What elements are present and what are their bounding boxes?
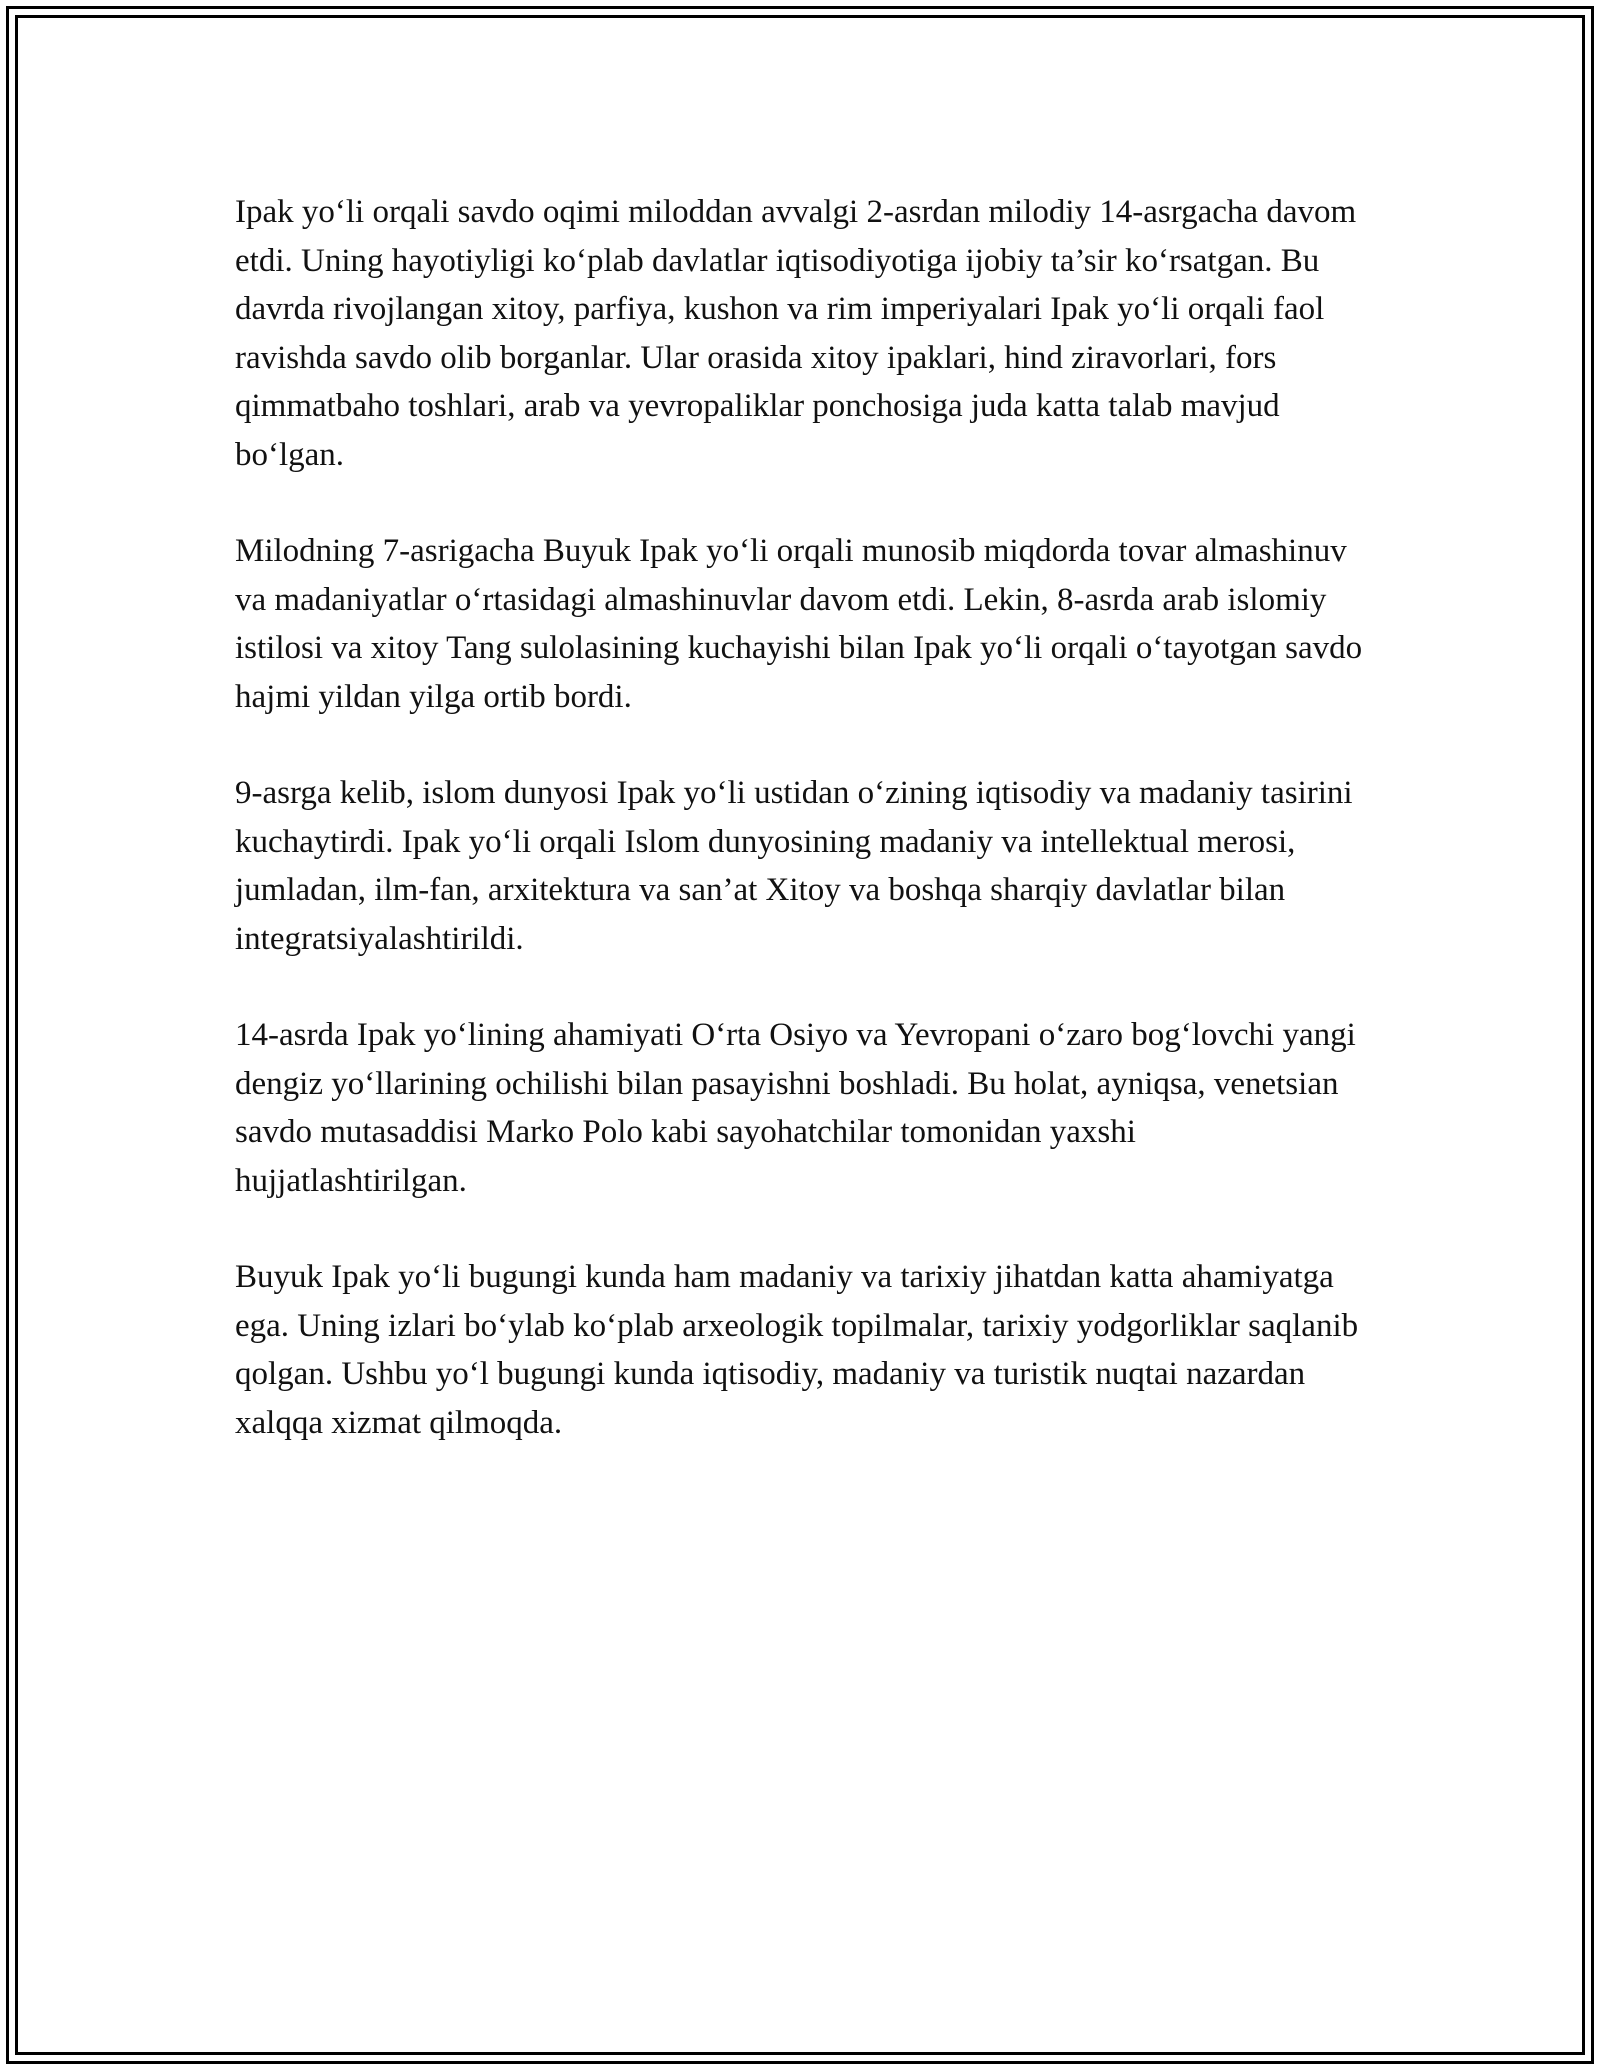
paragraph-2: Milodning 7-asrigacha Buyuk Ipak yo‘li orqali munosib miqdorda tovar almashinuv va madaniyatlar o‘rtasidagi almashinuvlar davom etdi. Lekin, 8-asrda arab islomiy istilosi va xitoy Tang sulolasining kuchayishi bilan Ipak yo‘li orqali o‘tayotgan savdo hajmi yildan yilga ortib bordi. <box>235 533 1363 715</box>
paragraph-4: 14-asrda Ipak yo‘lining ahamiyati O‘rta Osiyo va Yevropani o‘zaro bog‘lovchi yangi dengiz yo‘llarining ochilishi bilan pasayishni boshladi. Bu holat, ayniqsa, venetsian savdo mutasaddisi Marko Polo kabi sayohatchilar tomonidan yaxshi hujjatlashtirilgan. <box>235 1017 1356 1199</box>
document-body <box>235 188 1375 1495</box>
paragraph-1: Ipak yo‘li orqali savdo oqimi miloddan avvalgi 2-asrdan milodiy 14-asrgacha davom etdi. Uning hayotiyligi ko‘plab davlatlar iqtisodiyotiga ijobiy ta’sir ko‘rsatgan. Bu davrda rivojlangan xitoy, parfiya, kushon va rim imperiyalari Ipak yo‘li orqali faol ravishda savdo olib borganlar. Ular orasida xitoy ipaklari, hind ziravorlari, fors qimmatbaho toshlari, arab va yevropaliklar ponchosiga juda katta talab mavjud bo‘lgan. <box>235 194 1357 473</box>
paragraph-5: Buyuk Ipak yo‘li bugungi kunda ham madaniy va tarixiy jihatdan katta ahamiyatga ega. Uning izlari bo‘ylab ko‘plab arxeologik topilmalar, tarixiy yodgorliklar saqlanib qolgan. Ushbu yo‘l bugungi kunda iqtisodiy, madaniy va turistik nuqtai nazardan xalqqa xizmat qilmoqda. <box>235 1259 1359 1441</box>
paragraph-3: 9-asrga kelib, islom dunyosi Ipak yo‘li ustidan o‘zining iqtisodiy va madaniy tasirini kuchaytirdi. Ipak yo‘li orqali Islom dunyosining madaniy va intellektual merosi, jumladan, ilm-fan, arxitektura va san’at Xitoy va boshqa sharqiy davlatlar bilan integratsiyalashtirildi. <box>235 775 1353 957</box>
